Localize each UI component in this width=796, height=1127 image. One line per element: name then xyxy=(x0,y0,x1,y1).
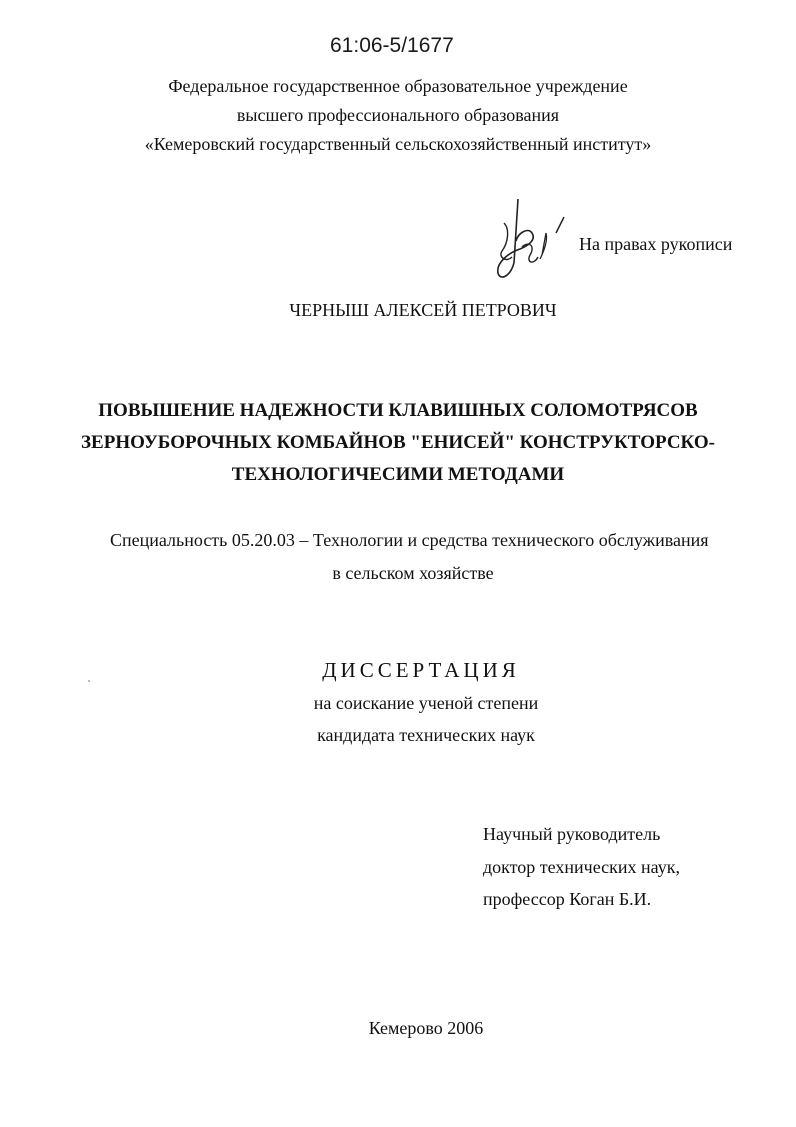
institution-line: высшего профессионального образования xyxy=(236,105,560,125)
call-number: 61:06-5/1677 xyxy=(330,34,454,57)
institution-line: «Кемеровский государственный сельскохозяйственный институт» xyxy=(144,134,652,154)
supervisor-line: профессор Коган Б.И. xyxy=(483,889,652,909)
institution-block xyxy=(0,72,796,159)
rights-note: На правах рукописи xyxy=(579,234,733,254)
specialty-line: Специальность 05.20.03 – Технологии и средства технического обслуживания xyxy=(110,530,709,550)
author-name: ЧЕРНЫШ АЛЕКСЕЙ ПЕТРОВИЧ xyxy=(289,300,557,320)
institution-line: Федеральное государственное образовательное учреждение xyxy=(168,76,628,96)
degree-line: на соискание ученой степени xyxy=(313,693,539,713)
document-type: ДИССЕРТАЦИЯ xyxy=(322,658,520,682)
city-year: Кемерово 2006 xyxy=(368,1018,484,1038)
specialty-line: в сельском хозяйстве xyxy=(332,563,494,583)
supervisor-line: доктор технических наук, xyxy=(483,857,680,877)
signature-mark xyxy=(486,193,566,288)
degree-line: кандидата технических наук xyxy=(317,725,535,745)
title-line: ТЕХНОЛОГИЧЕСИМИ МЕТОДАМИ xyxy=(231,464,565,485)
supervisor-line: Научный руководитель xyxy=(483,824,661,844)
scan-speck xyxy=(88,680,90,682)
dissertation-title xyxy=(0,395,796,491)
title-line: ПОВЫШЕНИЕ НАДЕЖНОСТИ КЛАВИШНЫХ СОЛОМОТРЯСОВ xyxy=(98,400,698,421)
title-line: ЗЕРНОУБОРОЧНЫХ КОМБАЙНОВ "ЕНИСЕЙ" КОНСТРУКТОРСКО- xyxy=(81,432,715,453)
